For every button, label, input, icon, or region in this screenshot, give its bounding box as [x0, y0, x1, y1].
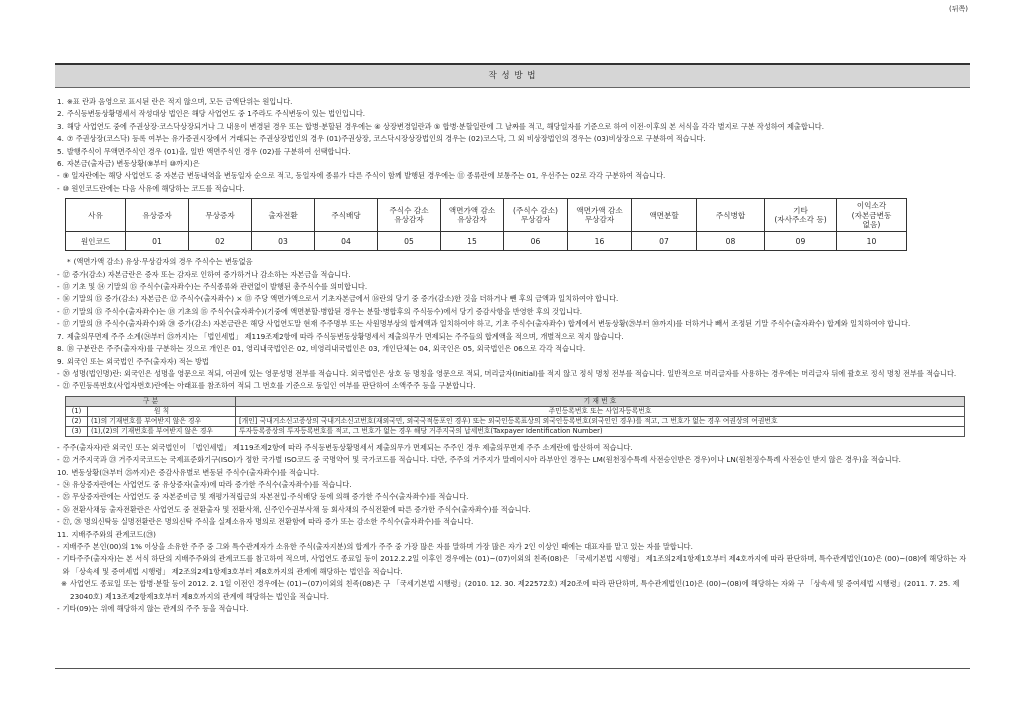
id-table-row — [66, 416, 965, 426]
instruction-item — [57, 516, 967, 528]
instruction-item — [57, 281, 967, 293]
item-text: 자본금(출자금) 변동상황(⑨부터 ⑩까지)은 — [66, 159, 200, 169]
instruction-item — [57, 183, 967, 195]
item-text: 제출의무면제 주주 소계(㉔부터 ㉕까지)는 「법인세법」 제119조제2항에 따라 주식등변동상황명세서 제출의무가 면제되는 주주들의 합계액을 적으며, 개별적으로 적지 않습니다. — [66, 331, 624, 341]
instruction-item — [57, 318, 967, 330]
instruction-item — [57, 343, 967, 355]
id-table-row — [66, 426, 965, 436]
instruction-item — [57, 108, 967, 120]
instruction-item — [57, 467, 967, 479]
item-marker: 7. — [57, 331, 64, 341]
item-marker: - — [57, 517, 60, 527]
instruction-item — [57, 331, 967, 343]
id-table-value-cell: 주민등록번호 또는 사업자등록번호 — [236, 406, 965, 416]
item-text: 지배주주 본인(00)의 1% 이상을 소유한 주주 중 그와 특수관계자가 소유한 주식(출자지분)의 합계가 주주 중 가장 많은 자를 말하며 가장 많은 자가 2인 이상인 때에는 대표자를 맡고 있는 자를 말합니다. — [62, 541, 693, 551]
code-table-header-row — [66, 199, 907, 232]
instruction-item — [57, 158, 967, 170]
cause-code-cell: 16 — [568, 232, 632, 251]
item-marker: * — [67, 257, 71, 267]
instructions-body — [57, 96, 967, 666]
cause-code-cell: 05 — [378, 232, 441, 251]
item-text: ㉖ 전환사채등 출자전환란은 사업연도 중 전환출자 및 전환사채, 신주인수권부사채 등 회사채의 주식전환에 따른 증가한 주식수(출자좌수)를 적습니다. — [62, 504, 531, 514]
item-marker: 9. — [57, 356, 64, 366]
cause-code-cell: 08 — [697, 232, 765, 251]
item-marker: 10. — [57, 467, 69, 477]
section-title: 작 성 방 법 — [55, 63, 970, 88]
item-marker: - — [57, 455, 60, 465]
item-text: ㉔ 유상증자란에는 사업연도 중 유상증자(출자)에 따라 증가한 주식수(출자좌수)를 적습니다. — [62, 479, 352, 489]
item-marker: - — [57, 479, 60, 489]
item-marker: 3. — [57, 121, 64, 131]
cause-code-cell: 09 — [765, 232, 837, 251]
id-table-case-header: 구 분 — [66, 396, 236, 406]
reason-header-cell: 유상증자 — [126, 199, 189, 232]
reason-header-cell: 액면가액 감소 무상감자 — [568, 199, 632, 232]
instruction-item — [57, 269, 967, 281]
item-marker: - — [57, 306, 60, 316]
item-text: 변동상황(㉔부터 ㉕까지)은 증감사유별로 변동된 주식수(출자좌수)를 적습니다. — [71, 467, 320, 477]
item-marker: 11. — [57, 529, 69, 539]
item-text: 사업연도 종료일 또는 합병·분할 등이 2012. 2. 1일 이전인 경우에는 (01)~(07)이외의 친족(08)은 구 「국세기본법 시행령」(2010. 12. 30. 제22572호) 제20조에 따라 판단하며, 특수관계법인(10)은 (00)~(08)에 해당하는 자와 구 「상속세 및 증여세법 시행령」(2011. 7. 25. 제23040호) 제13조제2항제3호부터 제8호까지의 관계에 해당하는 법인을 적습니다. — [70, 579, 960, 601]
item-marker: - — [57, 368, 60, 378]
item-marker: 6. — [57, 159, 64, 169]
instruction-list-part2 — [57, 256, 967, 392]
item-marker: - — [57, 541, 60, 551]
item-marker: 8. — [57, 344, 64, 354]
item-text: 해당 사업연도 중에 주권상장·코스닥상장되거나 그 내용이 변경된 경우 또는 합병·분할된 경우에는 ④ 상장변경일란과 ⑤ 합병·분할일란에 그 날짜를 적고, 해당일자를 기준으로 하여 이전·이후의 본 서식을 각각 별지로 구분 작성하여 제출합니다. — [66, 121, 824, 131]
id-table-value-header: 기 재 번 호 — [236, 396, 965, 406]
item-text: 기타주주(출자자)는 본 서식 하단의 지배주주와의 관계코드를 참고하여 적으며, 사업연도 종료일 등이 2012.2.2일 이후인 경우에는 (01)~(07)이외의 친족(08)은 「국세기본법 시행령」 제1조의2제1항제1호부터 제4호까지에 따라 판단하며, 특수관계법인(10)은 (00)~(08)에 해당하는 자와 「상속세 및 증여세법 시행령」 제2조의2제1항제3호부터 제8호까지의 관계에 해당하는 법인을 적습니다. — [62, 554, 967, 576]
instruction-item — [57, 96, 967, 108]
item-text: ㉑ 주민등록번호(사업자번호)란에는 아래표를 참조하여 적되 그 번호를 기준으로 동일인 여부를 판단하여 소액주주 등을 구분합니다. — [62, 381, 476, 391]
reason-header-cell: 무상증자 — [189, 199, 252, 232]
item-marker: - — [57, 554, 60, 564]
item-text: ⑩ 원인코드란에는 다음 사유에 해당하는 코드를 적습니다. — [62, 183, 245, 193]
item-text: ㉒ 거주지국과 ㉓ 거주지국코드는 국제표준화기구(ISO)가 정한 국가별 ISO코드 중 국명약어 및 국가코드를 적습니다. 다만, 주주의 거주지가 말레이시아 라부안인 경우는 LM(원천징수특례 사전승인받은 경우)이나 LN(원천징수특례 사전승인 받지 않은 경우)을 적습니다. — [62, 455, 901, 465]
item-text: ※표 란과 음영으로 표시된 란은 적지 않으며, 모든 금액단위는 원입니다. — [66, 97, 293, 106]
item-text: 주주(출자자)란 외국인 또는 외국법인이 「법인세법」 제119조제2항에 따라 주식등변동상황명세서 제출의무가 면제되는 주주인 경우 제출의무면제 주주 소계란에 합산하여 적습니다. — [62, 442, 633, 452]
instruction-item — [57, 491, 967, 503]
item-marker: 5. — [57, 146, 64, 156]
code-table-code-row — [66, 232, 907, 251]
instruction-item — [57, 256, 967, 268]
instruction-item — [57, 121, 967, 133]
instruction-item — [57, 541, 967, 553]
reason-header-cell: 주식수 감소 유상감자 — [378, 199, 441, 232]
item-marker: - — [57, 604, 60, 613]
reason-header-cell: 액면분할 — [632, 199, 697, 232]
reason-header-cell: (주식수 감소) 무상감자 — [504, 199, 568, 232]
id-table-header-row — [66, 396, 965, 406]
instruction-item — [57, 504, 967, 516]
reason-header-cell: 기타 (자사주소각 등) — [765, 199, 837, 232]
item-text: ㉗, ㉘ 명의신탁등 실명전환란은 명의신탁 주식을 실제소유자 명의로 전환함에 따라 증가 또는 감소한 주식수(출자좌수)를 적습니다. — [62, 517, 474, 527]
reason-label-cell: 사유 — [66, 199, 126, 232]
instruction-item — [57, 368, 967, 380]
instruction-item — [57, 146, 967, 158]
instruction-item — [57, 578, 967, 603]
item-text: 주식등변동상황명세서 작성대상 법인은 해당 사업연도 중 1주라도 주식변동이 있는 법인입니다. — [66, 109, 366, 119]
id-table-case-cell: (1)의 기재번호를 부여받지 않은 경우 — [88, 416, 236, 426]
reason-header-cell: 액면가액 감소 유상감자 — [441, 199, 504, 232]
instruction-item — [57, 553, 967, 578]
id-table-body — [66, 406, 965, 436]
instruction-item — [57, 442, 967, 454]
item-text: ⑦ 주권상장(코스닥) 등록 여부는 유가증권시장에서 거래되는 주권상장법인의 경우 (01)주권상장, 코스닥시장상장법인의 경우는 (02)코스닥, 그 외 비상장법인의 경우는 (03)비상장으로 구분하여 적습니다. — [66, 134, 706, 144]
cause-code-label-cell: 원인코드 — [66, 232, 126, 251]
cause-code-cell: 07 — [632, 232, 697, 251]
item-text: 발행주식이 무액면주식인 경우 (01)을, 일반 액면주식인 경우 (02)를 구분하여 선택합니다. — [66, 146, 351, 156]
cause-code-table — [65, 198, 907, 251]
reason-header-cell: 주식배당 — [315, 199, 378, 232]
instruction-item — [57, 293, 967, 305]
id-table-value-cell: [개인] 국내거소신고증상의 국내거소신고번호(재외국민, 외국국적동포인 경우) 또는 외국인등록표상의 외국인등록번호(외국인인 경우)를 적고, 그 번호가 없는 경우 여권상의 여권번호 — [236, 416, 965, 426]
page-side-label: (뒤쪽) — [949, 5, 968, 13]
instruction-item — [57, 133, 967, 145]
cause-code-cell: 06 — [504, 232, 568, 251]
item-marker: ※ — [61, 579, 68, 589]
instruction-item — [57, 306, 967, 318]
item-text: ⑱ 구분란은 주주(출자자)를 구분하는 것으로 개인은 01, 영리내국법인은 02, 비영리내국법인은 03, 개인단체는 04, 외국인은 05, 외국법인은 06으로 각각 적습니다. — [66, 344, 586, 354]
id-table-row-number: (2) — [66, 416, 88, 426]
item-marker: - — [57, 269, 60, 279]
item-marker: - — [57, 319, 60, 329]
item-text: ⑳ 성명(법인명)란: 외국인은 성명을 영문으로 적되, 여권에 있는 영문성명 전부를 적습니다. 외국법인은 상호 등 명칭을 영문으로 적되, 머리글자(Initial)를 적지 않고 정식 명칭 전부를 적습니다. 일반적으로 머리글자를 사용하는 경우에는 머리글자 뒤에 괄호로 정식 명칭 전부를 적습니다. — [62, 368, 957, 378]
item-text: 외국인 또는 외국법인 주주(출자자) 적는 방법 — [66, 356, 209, 366]
item-marker: 4. — [57, 134, 64, 144]
id-table-case-cell: 원 칙 — [88, 406, 236, 416]
cause-code-cell: 10 — [837, 232, 907, 251]
instruction-item — [57, 170, 967, 182]
item-marker: - — [57, 171, 60, 181]
cause-code-cell: 04 — [315, 232, 378, 251]
instruction-item — [57, 454, 967, 466]
instruction-item — [57, 479, 967, 491]
item-marker: 2. — [57, 109, 64, 119]
instruction-list-part3 — [57, 442, 967, 616]
reason-header-cell: 이익소각 (자본금변동 없음) — [837, 199, 907, 232]
item-text: ㉕ 무상증자란에는 사업연도 중 자본준비금 및 재평가적립금의 자본전입·주식배당 등에 의해 증가한 주식수(출자좌수)를 적습니다. — [62, 492, 469, 502]
item-text: ⑬ 기초 및 ⑭ 기말의 ⑮ 주식수(출자좌수)는 주식종류와 관련없이 발행된 총주식수를 의미합니다. — [62, 282, 368, 292]
cause-code-cell: 02 — [189, 232, 252, 251]
cause-code-cell: 01 — [126, 232, 189, 251]
instruction-item — [57, 380, 967, 392]
item-marker: - — [57, 492, 60, 502]
bottom-rule — [55, 668, 970, 669]
instruction-item — [57, 356, 967, 368]
id-table-row-number: (1) — [66, 406, 88, 416]
item-text: 지배주주와의 관계코드(㉙) — [71, 529, 156, 539]
cause-code-cell: 03 — [252, 232, 315, 251]
item-text: ⑰ 기말의 ⑲ 주식수(출자좌수)와 ⑳ 증가(감소) 자본금란은 해당 사업연도말 현재 주주명부 또는 사원명부상의 합계액과 일치하여야 하고, 기초 주식수(출자좌수) 합계에서 변동상황(㉙부터 ㉚까지)를 더하거나 빼서 조정된 기말 주식수(출자좌수) 합계와 일치하여야 합니다. — [62, 319, 911, 329]
item-text: ⑨ 일자란에는 해당 사업연도 중 자본금 변동내역을 변동일자 순으로 적고, 동일자에 종류가 다른 주식이 함께 발행된 경우에는 ⑪ 종류란에 보통주는 01, 우선주는 02로 각각 구분하여 적습니다. — [62, 171, 666, 181]
item-marker: - — [57, 183, 60, 193]
item-text: ⑫ 증가(감소) 자본금란은 증자 또는 감자로 인하여 증가하거나 감소하는 자본금을 적습니다. — [62, 269, 351, 279]
instruction-item — [57, 603, 967, 615]
item-text: (액면가액 감소) 유상·무상감자의 경우 주식수는 변동없음 — [73, 257, 253, 267]
item-marker: - — [57, 442, 60, 452]
cause-code-cell: 15 — [441, 232, 504, 251]
id-table-row-number: (3) — [66, 426, 88, 436]
id-table-value-cell: 투자등록증상의 투자등록번호를 적고, 그 번호가 없는 경우 해당 거주지국의 납세번호(Taxpayer Identification Number) — [236, 426, 965, 436]
instruction-item — [57, 529, 967, 541]
id-table-row — [66, 406, 965, 416]
id-table-case-cell: (1),(2)의 기재번호를 부여받지 않은 경우 — [88, 426, 236, 436]
id-number-table — [65, 396, 965, 437]
reason-header-cell: 출자전환 — [252, 199, 315, 232]
item-marker: - — [57, 294, 60, 304]
instruction-list-part1 — [57, 96, 967, 195]
item-marker: - — [57, 504, 60, 514]
item-text: ⑯ 기말의 ⑮ 증가(감소) 자본금은 ⑫ 주식수(출자좌수) × ⑬ 주당 액면가액으로서 기초자본금에서 ⑯란의 당기 중 증가(감소)한 것을 더하거나 뺀 후의 금액과 일치하여야 합니다. — [62, 294, 619, 304]
item-marker: 1. — [57, 97, 64, 106]
item-text: 기타(09)는 위에 해당하지 않는 관계의 주주 등을 적습니다. — [62, 604, 249, 613]
item-marker: - — [57, 282, 60, 292]
item-marker: - — [57, 381, 60, 391]
reason-header-cell: 주식병합 — [697, 199, 765, 232]
item-text: ⑰ 기말의 ⑮ 주식수(출자좌수)는 ⑱ 기초의 ⑮ 주식수(출자좌수)(기중에 액면분할·병합된 경우는 분할·병합후의 주식등수)에서 당기 증감사항을 반영한 후의 것입니다. — [62, 306, 583, 316]
